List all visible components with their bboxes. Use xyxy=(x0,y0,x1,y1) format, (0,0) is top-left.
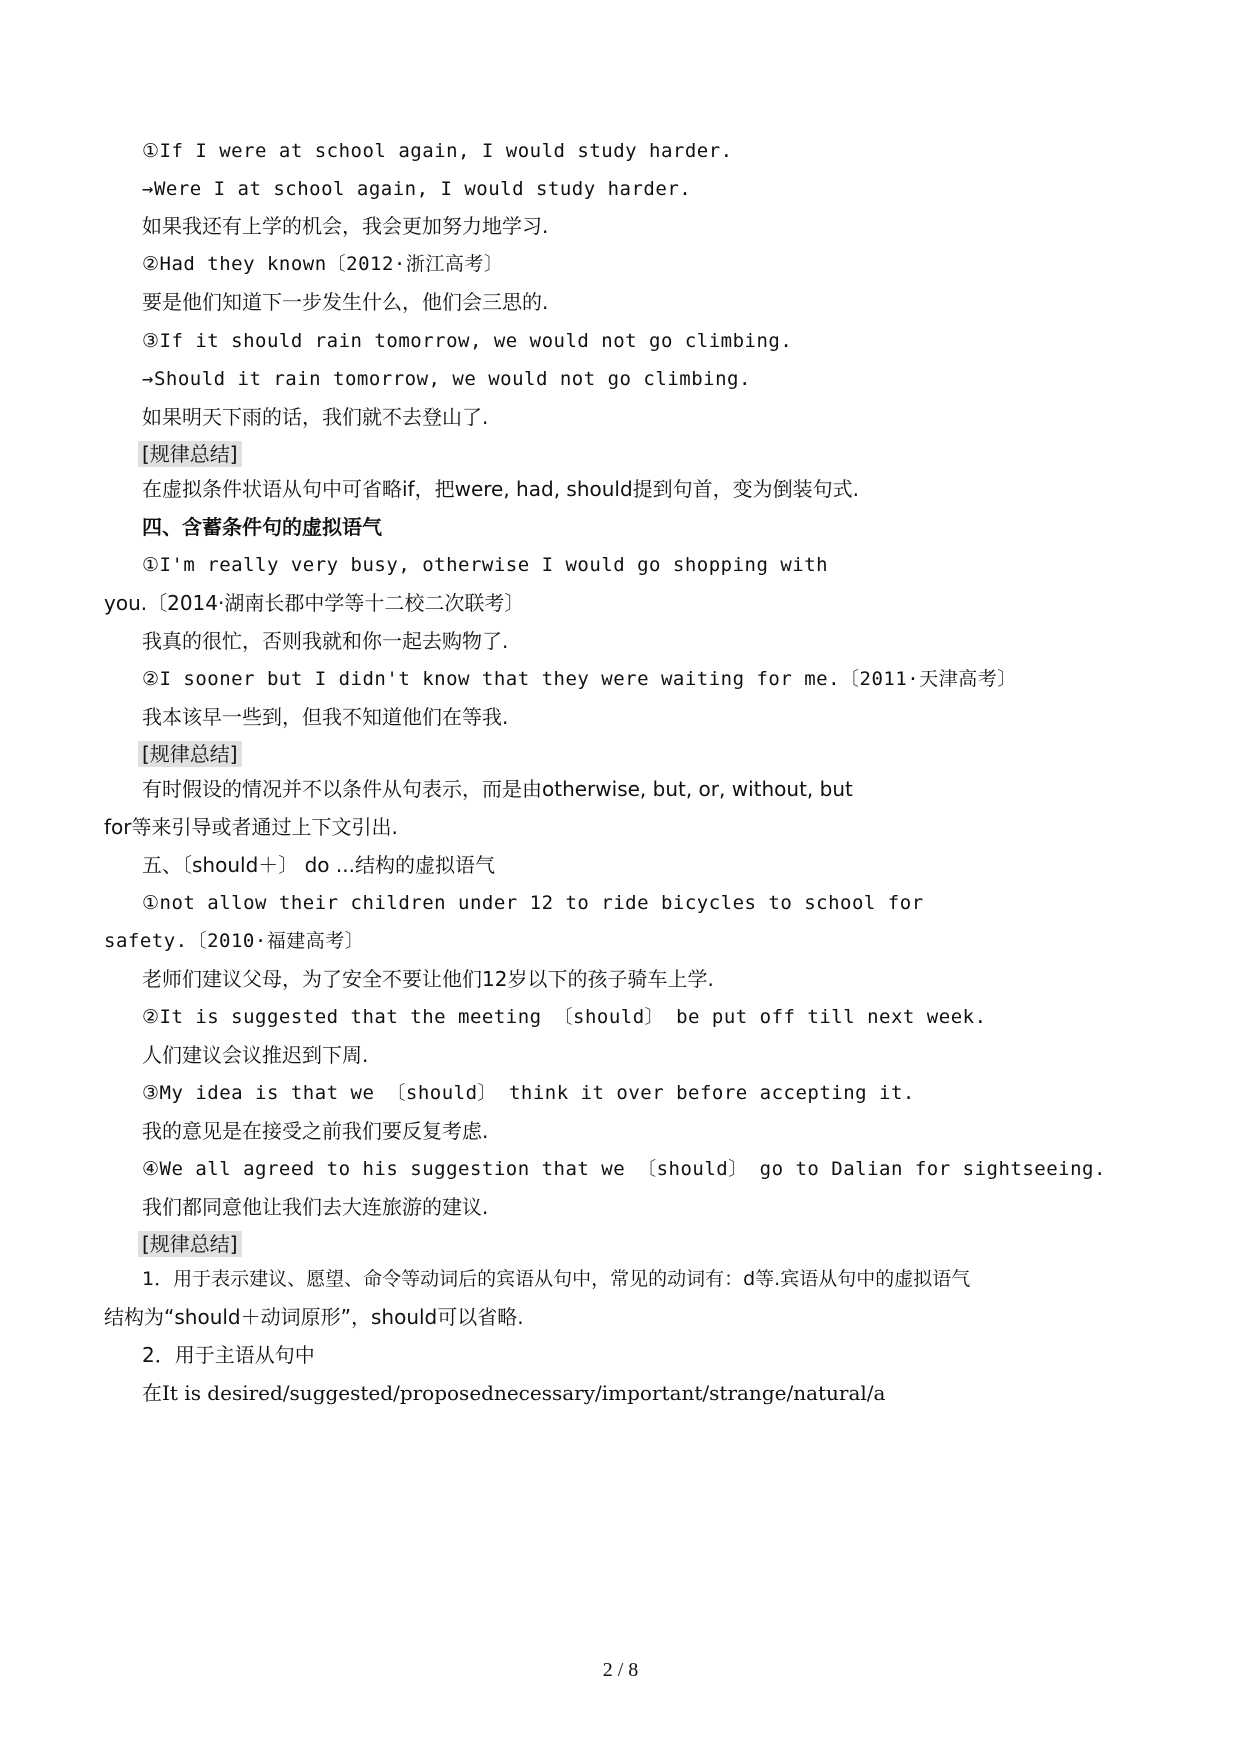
page-number: 2 / 8 xyxy=(602,1659,639,1681)
translation-line: 我本该早一些到，但我不知道他们在等我. xyxy=(142,705,509,729)
translation-line: 如果明天下雨的话，我们就不去登山了. xyxy=(142,405,489,429)
translation-line: 我真的很忙，否则我就和你一起去购物了. xyxy=(142,629,509,653)
rule-text: 2．用于主语从句中 xyxy=(142,1343,315,1367)
example-line: →Were I at school again, I would study harder. xyxy=(142,178,692,200)
example-line: ②Had they known〔2012·浙江高考〕 xyxy=(142,253,504,275)
rule-text: 在It is desired/suggested/proposednecessary/important/strange/natural/a xyxy=(142,1381,886,1405)
rule-text: for等来引导或者通过上下文引出. xyxy=(104,815,398,839)
translation-line: 如果我还有上学的机会，我会更加努力地学习. xyxy=(142,214,549,238)
translation-line: 老师们建议父母，为了安全不要让他们12岁以下的孩子骑车上学. xyxy=(142,967,714,991)
example-line: ②I sooner but I didn't know that they were waiting for me.〔2011·天津高考〕 xyxy=(142,668,1017,690)
example-line: ③My idea is that we 〔should〕 think it over before accepting it. xyxy=(142,1082,915,1104)
translation-line: 人们建议会议推迟到下周. xyxy=(142,1043,369,1067)
rule-text: 有时假设的情况并不以条件从句表示，而是由otherwise, but, or, without, but xyxy=(142,777,853,801)
example-line: →Should it rain tomorrow, we would not go climbing. xyxy=(142,368,751,390)
rule-text: 1．用于表示建议、愿望、命令等动词后的宾语从句中，常见的动词有：d等.宾语从句中的虚拟语气 xyxy=(142,1268,971,1290)
example-line: ②It is suggested that the meeting 〔should〕 be put off till next week. xyxy=(142,1006,987,1028)
rule-summary-tag: [规律总结] xyxy=(138,1231,242,1257)
example-line: ③If it should rain tomorrow, we would not go climbing. xyxy=(142,330,793,352)
example-line: safety.〔2010·福建高考〕 xyxy=(104,930,365,952)
section-heading: 五、〔should＋〕 do ...结构的虚拟语气 xyxy=(142,853,495,877)
example-line: ①I'm really very busy, otherwise I would go shopping with xyxy=(142,554,829,576)
example-line: you.〔2014·湖南长郡中学等十二校二次联考〕 xyxy=(104,591,525,615)
rule-summary-tag: [规律总结] xyxy=(138,741,242,767)
translation-line: 我们都同意他让我们去大连旅游的建议. xyxy=(142,1195,489,1219)
translation-line: 我的意见是在接受之前我们要反复考虑. xyxy=(142,1119,489,1143)
example-line: ④We all agreed to his suggestion that we 〔should〕 go to Dalian for sightseeing. xyxy=(142,1158,1106,1180)
rule-summary-tag: [规律总结] xyxy=(138,441,242,467)
example-line: ①not allow their children under 12 to ride bicycles to school for xyxy=(142,892,924,914)
translation-line: 要是他们知道下一步发生什么，他们会三思的. xyxy=(142,290,549,314)
section-heading: 四、含蓄条件句的虚拟语气 xyxy=(142,515,382,539)
rule-text: 在虚拟条件状语从句中可省略if，把were, had, should提到句首，变为倒装句式. xyxy=(142,477,860,501)
rule-text: 结构为“should＋动词原形”，should可以省略. xyxy=(104,1305,524,1329)
example-line: ①If I were at school again, I would study harder. xyxy=(142,140,733,162)
